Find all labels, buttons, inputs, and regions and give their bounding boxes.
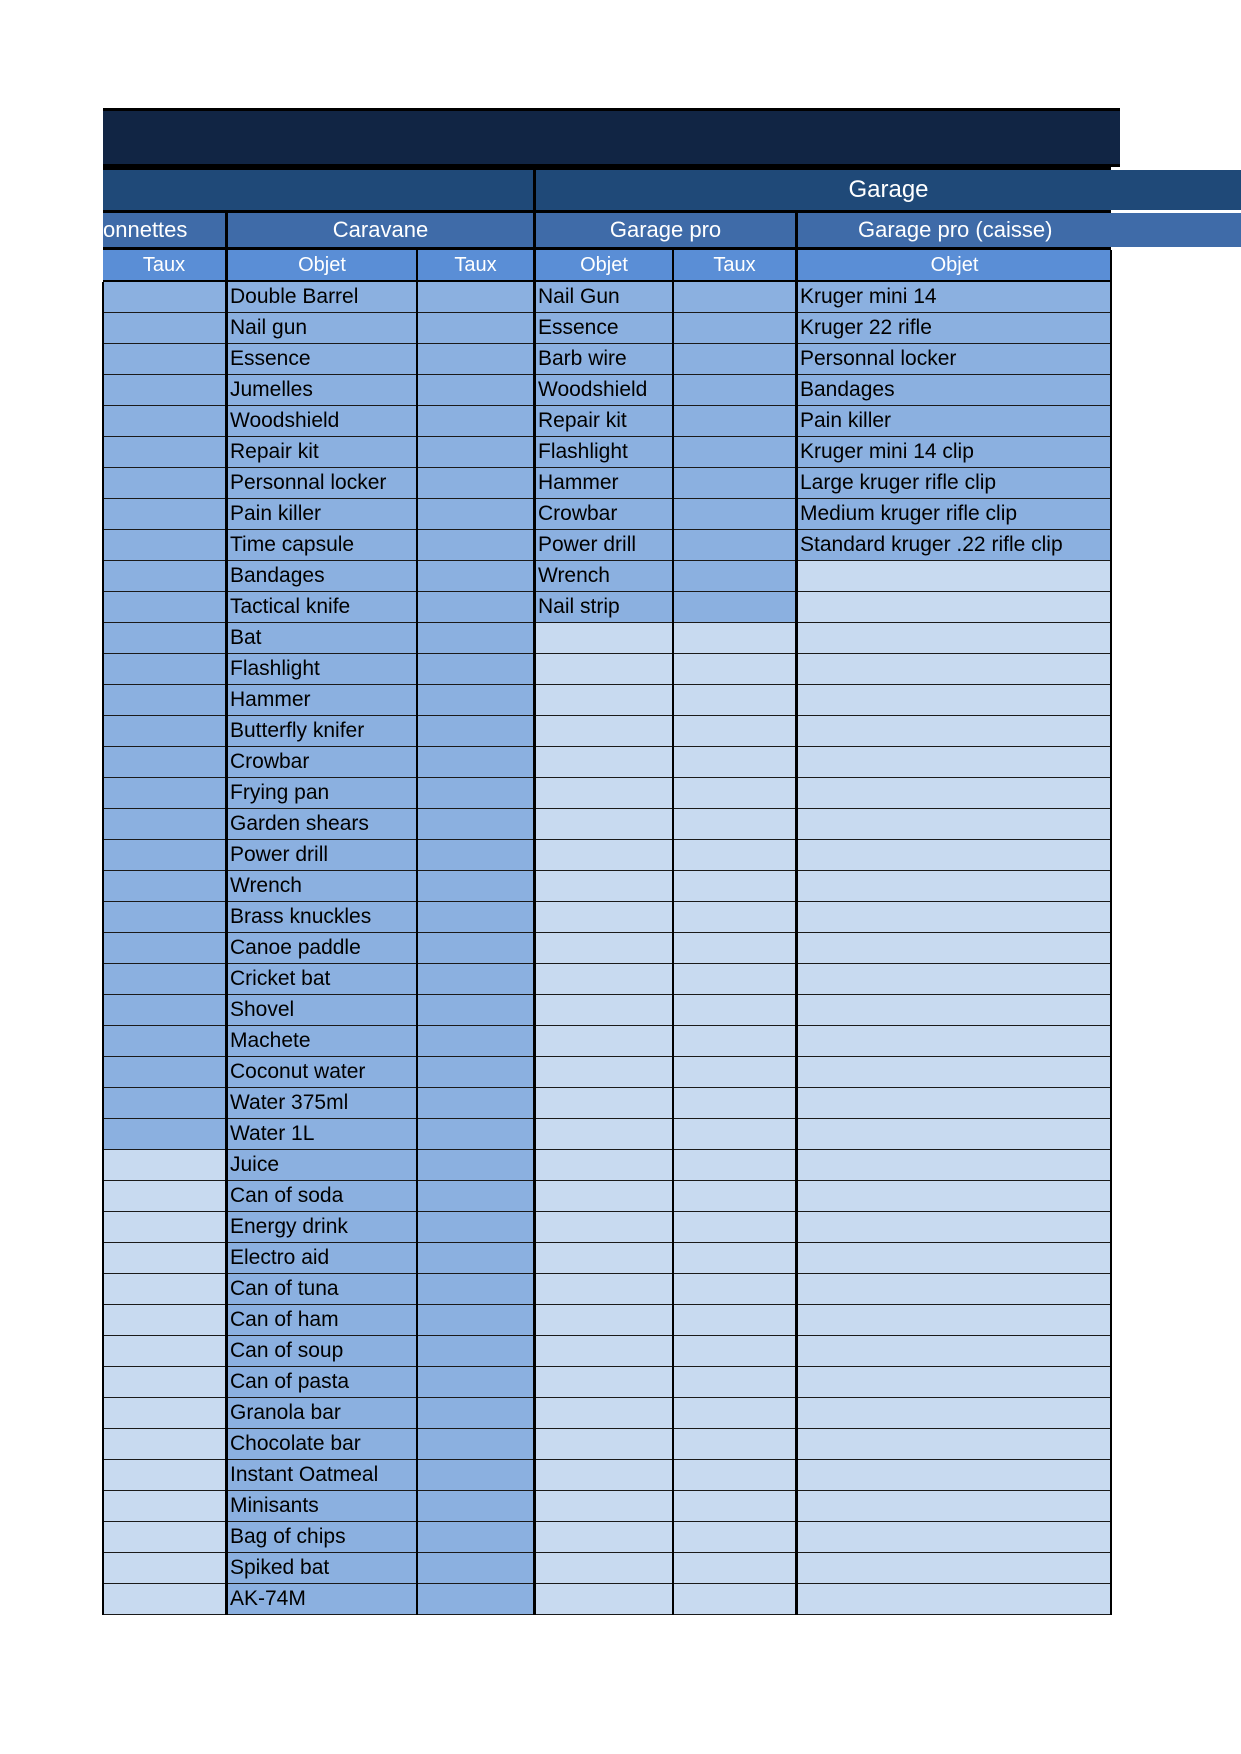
cell-col0 [103, 561, 225, 592]
cell-caravane-objet: Bag of chips [228, 1522, 416, 1553]
cell-caravane-taux [418, 1088, 533, 1119]
cell-caisse-objet [798, 840, 1111, 871]
cell-caravane-objet: Brass knuckles [228, 902, 416, 933]
cell-garage-pro-taux [674, 1429, 795, 1460]
cell-caravane-taux [418, 1460, 533, 1491]
cell-caisse-objet [798, 1491, 1111, 1522]
cell-caravane-objet: Water 375ml [228, 1088, 416, 1119]
cell-garage-pro-objet [536, 716, 672, 747]
header-garage-pro-objet: Objet [536, 250, 672, 281]
cell-caisse-objet [798, 964, 1111, 995]
cell-garage-pro-objet [536, 1243, 672, 1274]
cell-col0 [103, 1057, 225, 1088]
cell-caravane-objet: Flashlight [228, 654, 416, 685]
cell-garage-pro-taux [674, 1460, 795, 1491]
cell-caravane-taux [418, 902, 533, 933]
cell-caravane-objet: Machete [228, 1026, 416, 1057]
cell-caravane-taux [418, 1367, 533, 1398]
cell-col0 [103, 747, 225, 778]
column-divider [795, 213, 798, 1615]
cell-garage-pro-objet: Wrench [536, 561, 672, 592]
cell-garage-pro-objet [536, 840, 672, 871]
cell-caravane-objet: Hammer [228, 685, 416, 716]
cell-caravane-objet: AK-74M [228, 1584, 416, 1615]
cell-col0 [103, 778, 225, 809]
cell-garage-pro-objet: Hammer [536, 468, 672, 499]
cell-garage-pro-objet [536, 1460, 672, 1491]
column-divider [672, 250, 674, 1615]
cell-garage-pro-objet [536, 1553, 672, 1584]
header-col0-taux: Taux [103, 250, 225, 281]
cell-caravane-taux [418, 406, 533, 437]
cell-col0 [103, 1584, 225, 1615]
header-caravane-taux: Taux [418, 250, 533, 281]
cell-col0 [103, 313, 225, 344]
cell-caisse-objet [798, 1150, 1111, 1181]
cell-caravane-objet: Power drill [228, 840, 416, 871]
cell-garage-pro-taux [674, 778, 795, 809]
cell-col0 [103, 902, 225, 933]
cell-caisse-objet: Large kruger rifle clip [798, 468, 1111, 499]
cell-caisse-objet [798, 995, 1111, 1026]
cell-caravane-taux [418, 654, 533, 685]
cell-col0 [103, 592, 225, 623]
cell-caravane-objet: Bat [228, 623, 416, 654]
cell-garage-pro-taux [674, 375, 795, 406]
cell-col0 [103, 995, 225, 1026]
cell-caravane-taux [418, 375, 533, 406]
cell-col0 [103, 1429, 225, 1460]
cell-caravane-taux [418, 840, 533, 871]
cell-caisse-objet [798, 1522, 1111, 1553]
cell-caravane-taux [418, 592, 533, 623]
cell-caisse-objet [798, 1119, 1111, 1150]
cell-caravane-taux [418, 1522, 533, 1553]
cell-col0 [103, 654, 225, 685]
cell-col0 [103, 1150, 225, 1181]
header-caisse-objet: Objet [798, 250, 1111, 281]
cell-garage-pro-taux [674, 1398, 795, 1429]
cell-caisse-objet [798, 747, 1111, 778]
cell-garage-pro-objet [536, 1584, 672, 1615]
cell-caisse-objet: Pain killer [798, 406, 1111, 437]
cell-caisse-objet: Kruger 22 rifle [798, 313, 1111, 344]
cell-caisse-objet [798, 1460, 1111, 1491]
cell-caisse-objet [798, 685, 1111, 716]
cell-garage-pro-taux [674, 685, 795, 716]
cell-caisse-objet [798, 623, 1111, 654]
cell-garage-pro-objet [536, 1057, 672, 1088]
cell-garage-pro-taux [674, 561, 795, 592]
cell-garage-pro-taux [674, 716, 795, 747]
cell-caravane-taux [418, 437, 533, 468]
cell-garage-pro-taux [674, 437, 795, 468]
cell-caisse-objet [798, 1367, 1111, 1398]
cell-caisse-objet [798, 1243, 1111, 1274]
column-divider [1110, 250, 1112, 1615]
cell-caisse-objet [798, 1584, 1111, 1615]
cell-garage-pro-objet [536, 809, 672, 840]
cell-caisse-objet [798, 809, 1111, 840]
cell-caravane-taux [418, 1150, 533, 1181]
cell-garage-pro-objet [536, 995, 672, 1026]
cell-caravane-objet: Nail gun [228, 313, 416, 344]
cell-garage-pro-objet: Nail Gun [536, 282, 672, 313]
cell-caravane-objet: Water 1L [228, 1119, 416, 1150]
cell-garage-pro-objet: Power drill [536, 530, 672, 561]
cell-caravane-taux [418, 1212, 533, 1243]
subheader-col0: onnettes [103, 213, 225, 247]
cell-garage-pro-taux [674, 964, 795, 995]
cell-caravane-objet: Can of soup [228, 1336, 416, 1367]
cell-col0 [103, 1491, 225, 1522]
header-caravane-objet: Objet [228, 250, 416, 281]
cell-garage-pro-objet [536, 1305, 672, 1336]
cell-caravane-taux [418, 778, 533, 809]
column-divider [416, 250, 418, 1615]
cell-col0 [103, 1336, 225, 1367]
cell-garage-pro-objet [536, 1367, 672, 1398]
cell-caravane-taux [418, 716, 533, 747]
cell-garage-pro-taux [674, 1553, 795, 1584]
cell-caisse-objet: Kruger mini 14 clip [798, 437, 1111, 468]
cell-garage-pro-taux [674, 1584, 795, 1615]
cell-caravane-taux [418, 468, 533, 499]
cell-garage-pro-taux [674, 840, 795, 871]
cell-caravane-taux [418, 344, 533, 375]
cell-caravane-taux [418, 1553, 533, 1584]
cell-col0 [103, 282, 225, 313]
cell-garage-pro-taux [674, 1491, 795, 1522]
cell-caravane-objet: Essence [228, 344, 416, 375]
cell-col0 [103, 1553, 225, 1584]
cell-garage-pro-taux [674, 1150, 795, 1181]
cell-col0 [103, 964, 225, 995]
cell-caravane-objet: Cricket bat [228, 964, 416, 995]
cell-garage-pro-objet [536, 964, 672, 995]
cell-caisse-objet [798, 592, 1111, 623]
cell-garage-pro-objet [536, 1429, 672, 1460]
cell-caravane-objet: Time capsule [228, 530, 416, 561]
subheader-garage-pro-caisse: Garage pro (caisse) [798, 213, 1241, 247]
cell-caisse-objet: Kruger mini 14 [798, 282, 1111, 313]
cell-garage-pro-taux [674, 592, 795, 623]
cell-garage-pro-taux [674, 406, 795, 437]
cell-caisse-objet [798, 716, 1111, 747]
group-header-garage: Garage [536, 170, 1241, 210]
cell-caravane-taux [418, 1057, 533, 1088]
cell-garage-pro-taux [674, 468, 795, 499]
cell-caravane-taux [418, 313, 533, 344]
cell-garage-pro-taux [674, 623, 795, 654]
cell-caisse-objet [798, 654, 1111, 685]
cell-col0 [103, 1460, 225, 1491]
cell-caisse-objet [798, 778, 1111, 809]
cell-garage-pro-taux [674, 1243, 795, 1274]
cell-caravane-objet: Can of pasta [228, 1367, 416, 1398]
cell-garage-pro-objet [536, 902, 672, 933]
cell-col0 [103, 1305, 225, 1336]
cell-garage-pro-objet: Repair kit [536, 406, 672, 437]
cell-caisse-objet [798, 1088, 1111, 1119]
cell-caravane-taux [418, 685, 533, 716]
cell-caisse-objet [798, 933, 1111, 964]
cell-garage-pro-objet: Crowbar [536, 499, 672, 530]
cell-garage-pro-taux [674, 530, 795, 561]
cell-garage-pro-objet [536, 933, 672, 964]
column-divider [225, 213, 228, 1615]
cell-garage-pro-objet [536, 654, 672, 685]
cell-col0 [103, 1522, 225, 1553]
cell-caisse-objet: Personnal locker [798, 344, 1111, 375]
cell-col0 [103, 716, 225, 747]
cell-caravane-objet: Crowbar [228, 747, 416, 778]
cell-col0 [103, 1212, 225, 1243]
cell-col0 [103, 530, 225, 561]
header-rule [103, 247, 1111, 250]
cell-garage-pro-taux [674, 344, 795, 375]
cell-garage-pro-objet [536, 1274, 672, 1305]
cell-garage-pro-taux [674, 499, 795, 530]
cell-col0 [103, 344, 225, 375]
cell-col0 [103, 1367, 225, 1398]
cell-caravane-objet: Frying pan [228, 778, 416, 809]
cell-caravane-objet: Can of ham [228, 1305, 416, 1336]
cell-caisse-objet [798, 1553, 1111, 1584]
cell-col0 [103, 499, 225, 530]
cell-garage-pro-taux [674, 1274, 795, 1305]
cell-caravane-objet: Instant Oatmeal [228, 1460, 416, 1491]
cell-garage-pro-taux [674, 1212, 795, 1243]
cell-caravane-taux [418, 809, 533, 840]
cell-caravane-objet: Woodshield [228, 406, 416, 437]
cell-caravane-taux [418, 1584, 533, 1615]
cell-caravane-taux [418, 1243, 533, 1274]
cell-caisse-objet [798, 1398, 1111, 1429]
cell-garage-pro-objet: Flashlight [536, 437, 672, 468]
cell-col0 [103, 933, 225, 964]
cell-caisse-objet [798, 902, 1111, 933]
cell-caravane-objet: Jumelles [228, 375, 416, 406]
cell-garage-pro-taux [674, 747, 795, 778]
cell-caravane-objet: Shovel [228, 995, 416, 1026]
cell-garage-pro-taux [674, 933, 795, 964]
cell-caravane-taux [418, 1026, 533, 1057]
cell-garage-pro-taux [674, 1119, 795, 1150]
cell-caravane-objet: Spiked bat [228, 1553, 416, 1584]
header-rule [103, 280, 1111, 282]
cell-col0 [103, 809, 225, 840]
cell-garage-pro-taux [674, 313, 795, 344]
cell-garage-pro-objet [536, 623, 672, 654]
cell-col0 [103, 871, 225, 902]
cell-col0 [103, 840, 225, 871]
cell-garage-pro-objet [536, 1150, 672, 1181]
cell-garage-pro-objet [536, 1212, 672, 1243]
cell-col0 [103, 437, 225, 468]
cell-caisse-objet [798, 1212, 1111, 1243]
cell-caravane-taux [418, 995, 533, 1026]
cell-garage-pro-objet [536, 1522, 672, 1553]
cell-garage-pro-objet [536, 1336, 672, 1367]
cell-garage-pro-objet [536, 1119, 672, 1150]
cell-garage-pro-objet [536, 778, 672, 809]
cell-garage-pro-objet [536, 685, 672, 716]
cell-caisse-objet: Medium kruger rifle clip [798, 499, 1111, 530]
cell-garage-pro-taux [674, 282, 795, 313]
cell-caravane-objet: Electro aid [228, 1243, 416, 1274]
cell-caravane-objet: Double Barrel [228, 282, 416, 313]
cell-col0 [103, 375, 225, 406]
cell-caravane-taux [418, 623, 533, 654]
cell-caravane-objet: Repair kit [228, 437, 416, 468]
cell-garage-pro-objet [536, 1026, 672, 1057]
cell-garage-pro-objet [536, 1088, 672, 1119]
cell-caravane-taux [418, 1429, 533, 1460]
cell-col0 [103, 623, 225, 654]
cell-garage-pro-taux [674, 1367, 795, 1398]
cell-caisse-objet: Standard kruger .22 rifle clip [798, 530, 1111, 561]
cell-col0 [103, 1026, 225, 1057]
cell-caravane-objet: Juice [228, 1150, 416, 1181]
cell-caisse-objet [798, 1026, 1111, 1057]
cell-caravane-objet: Chocolate bar [228, 1429, 416, 1460]
cell-caisse-objet [798, 1181, 1111, 1212]
header-rule [103, 167, 1111, 170]
column-divider [102, 282, 104, 1615]
cell-col0 [103, 1398, 225, 1429]
column-divider [533, 170, 536, 1615]
cell-caisse-objet [798, 1057, 1111, 1088]
cell-garage-pro-objet [536, 1398, 672, 1429]
header-rule [103, 210, 1111, 213]
cell-garage-pro-objet: Essence [536, 313, 672, 344]
cell-caisse-objet [798, 561, 1111, 592]
cell-caravane-taux [418, 747, 533, 778]
cell-garage-pro-objet: Nail strip [536, 592, 672, 623]
cell-garage-pro-taux [674, 1336, 795, 1367]
cell-col0 [103, 685, 225, 716]
cell-caisse-objet [798, 1305, 1111, 1336]
cell-col0 [103, 1088, 225, 1119]
cell-caravane-taux [418, 1181, 533, 1212]
header-garage-pro-taux: Taux [674, 250, 795, 281]
cell-caravane-objet: Personnal locker [228, 468, 416, 499]
cell-caravane-taux [418, 1491, 533, 1522]
cell-caisse-objet [798, 1429, 1111, 1460]
subheader-garage-pro: Garage pro [536, 213, 795, 247]
cell-caravane-objet: Minisants [228, 1491, 416, 1522]
cell-col0 [103, 1243, 225, 1274]
cell-garage-pro-taux [674, 1181, 795, 1212]
cell-caravane-objet: Tactical knife [228, 592, 416, 623]
cell-caravane-objet: Butterfly knifer [228, 716, 416, 747]
cell-garage-pro-taux [674, 902, 795, 933]
cell-caravane-objet: Wrench [228, 871, 416, 902]
cell-caravane-objet: Bandages [228, 561, 416, 592]
cell-col0 [103, 1181, 225, 1212]
cell-col0 [103, 1274, 225, 1305]
cell-caravane-objet: Canoe paddle [228, 933, 416, 964]
cell-caravane-objet: Pain killer [228, 499, 416, 530]
cell-garage-pro-objet [536, 747, 672, 778]
cell-caravane-taux [418, 561, 533, 592]
cell-garage-pro-taux [674, 1026, 795, 1057]
cell-garage-pro-objet: Woodshield [536, 375, 672, 406]
cell-caravane-taux [418, 1336, 533, 1367]
cell-garage-pro-taux [674, 1057, 795, 1088]
group-header-left [103, 170, 533, 210]
cell-caisse-objet [798, 871, 1111, 902]
cell-garage-pro-taux [674, 809, 795, 840]
sheet-banner [103, 108, 1120, 167]
cell-caravane-objet: Coconut water [228, 1057, 416, 1088]
cell-garage-pro-taux [674, 1088, 795, 1119]
cell-caravane-objet: Garden shears [228, 809, 416, 840]
cell-caravane-taux [418, 282, 533, 313]
cell-col0 [103, 1119, 225, 1150]
cell-caravane-taux [418, 1119, 533, 1150]
cell-caisse-objet [798, 1336, 1111, 1367]
cell-garage-pro-objet: Barb wire [536, 344, 672, 375]
cell-garage-pro-objet [536, 871, 672, 902]
cell-caravane-objet: Energy drink [228, 1212, 416, 1243]
cell-caravane-objet: Can of tuna [228, 1274, 416, 1305]
cell-garage-pro-taux [674, 1305, 795, 1336]
cell-col0 [103, 468, 225, 499]
cell-garage-pro-objet [536, 1181, 672, 1212]
cell-garage-pro-objet [536, 1491, 672, 1522]
cell-caisse-objet [798, 1274, 1111, 1305]
cell-caravane-objet: Granola bar [228, 1398, 416, 1429]
cell-garage-pro-taux [674, 654, 795, 685]
cell-caravane-taux [418, 1305, 533, 1336]
cell-garage-pro-taux [674, 1522, 795, 1553]
cell-garage-pro-taux [674, 871, 795, 902]
cell-caravane-taux [418, 1274, 533, 1305]
cell-garage-pro-taux [674, 995, 795, 1026]
cell-caravane-taux [418, 964, 533, 995]
cell-caravane-taux [418, 871, 533, 902]
cell-caravane-taux [418, 933, 533, 964]
cell-caravane-objet: Can of soda [228, 1181, 416, 1212]
subheader-caravane: Caravane [228, 213, 533, 247]
cell-caravane-taux [418, 530, 533, 561]
cell-caravane-taux [418, 499, 533, 530]
cell-caisse-objet: Bandages [798, 375, 1111, 406]
cell-col0 [103, 406, 225, 437]
cell-caravane-taux [418, 1398, 533, 1429]
